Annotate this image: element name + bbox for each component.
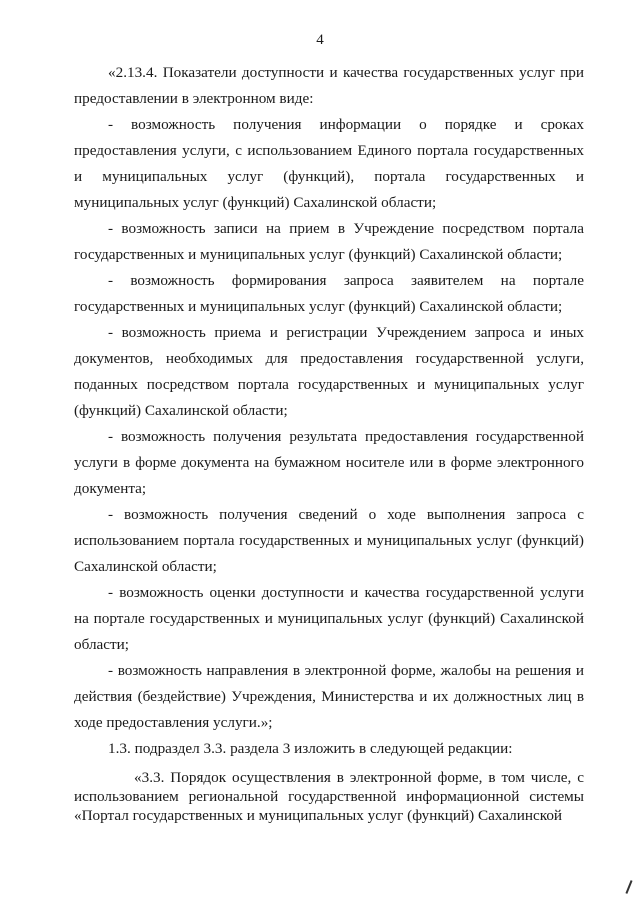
section-3-3-heading: «3.3. Порядок осуществления в электронной форме, в том числе, с использованием региональной государственной информационной системы «Портал государственных и муниципальных услуг (функций) Сахалинской xyxy=(74,769,584,824)
list-item: - возможность оценки доступности и качества государственной услуги на портале государственных и муниципальных услуг (функций) Сахалинской области; xyxy=(74,584,584,653)
list-item: - возможность приема и регистрации Учреждением запроса и иных документов, необходимых для предоставления государственной услуги, поданных посредством портала государственных и муниципальных услуг (функций) Сахалинской области; xyxy=(74,324,584,419)
list-item: - возможность записи на прием в Учреждение посредством портала государственных и муниципальных услуг (функций) Сахалинской области; xyxy=(74,220,584,263)
list-item: - возможность получения результата предоставления государственной услуги в форме документа на бумажном носителе или в форме электронного документа; xyxy=(74,428,584,497)
paragraph-1-3: 1.3. подраздел 3.3. раздела 3 изложить в следующей редакции: xyxy=(108,740,513,757)
paragraph-2-13-4: «2.13.4. Показатели доступности и качества государственных услуг при предоставлении в электронном виде: xyxy=(74,64,584,107)
document-body xyxy=(74,60,584,825)
page-number: 4 xyxy=(316,32,324,48)
list-item: - возможность получения информации о порядке и сроках предоставления услуги, с использованием Единого портала государственных и муниципальных услуг (функций), портала государственных и муниципальных услуг (функций) Сахалинской области; xyxy=(74,116,584,211)
list-item: - возможность формирования запроса заявителем на портале государственных и муниципальных услуг (функций) Сахалинской области; xyxy=(74,272,584,315)
list-item: - возможность направления в электронной форме, жалобы на решения и действия (бездействие) Учреждения, Министерства и их должностных лиц в ходе предоставления услуги.»; xyxy=(74,662,584,731)
scan-mark xyxy=(625,880,632,894)
list-item: - возможность получения сведений о ходе выполнения запроса с использованием портала государственных и муниципальных услуг (функций) Сахалинской области; xyxy=(74,506,584,575)
